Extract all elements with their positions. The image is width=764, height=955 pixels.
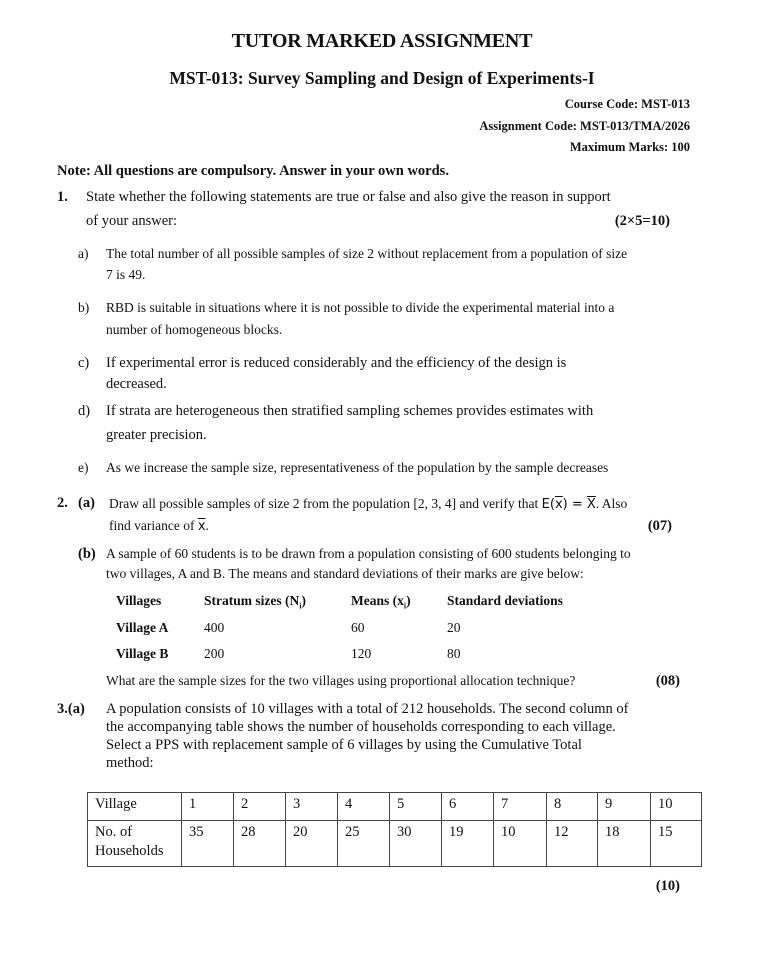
table-row-header: Village bbox=[88, 793, 182, 821]
strata-header-villages: Villages bbox=[116, 593, 162, 608]
item-a-line2: 7 is 49. bbox=[106, 267, 146, 282]
table-cell: 10 bbox=[651, 793, 702, 821]
assignment-code: Assignment Code: MST-013/TMA/2026 bbox=[479, 119, 690, 133]
question-1-marks: (2×5=10) bbox=[614, 213, 670, 229]
table-cell: 6 bbox=[442, 793, 494, 821]
question-2b-label: (b) bbox=[78, 546, 96, 562]
question-2a-text: Draw all possible samples of size 2 from the population [2, 3, 4] and verify that bbox=[109, 496, 542, 511]
question-3a-line2: the accompanying table shows the number of households corresponding to each village. bbox=[106, 719, 616, 735]
item-c-line1: If experimental error is reduced considerably and the efficiency of the design is bbox=[106, 355, 567, 371]
question-1-text-line1: State whether the following statements are true or false and also give the reason in support bbox=[86, 189, 611, 205]
table-cell: 28 bbox=[234, 821, 286, 867]
strata-cell: 20 bbox=[447, 620, 461, 635]
question-2a-marks: (07) bbox=[647, 518, 672, 534]
question-2b-line1: A sample of 60 students is to be drawn from a population consisting of 600 students belonging to bbox=[106, 546, 631, 561]
table-cell: 9 bbox=[598, 793, 651, 821]
strata-header-means bbox=[351, 593, 411, 611]
question-2a-line2 bbox=[109, 518, 209, 534]
strata-cell: 200 bbox=[204, 646, 225, 661]
table-row-header bbox=[88, 821, 182, 867]
item-d-label: d) bbox=[78, 403, 91, 419]
header-line: Households bbox=[95, 843, 164, 859]
item-a-line1: The total number of all possible samples of size 2 without replacement from a population of size bbox=[106, 246, 628, 261]
item-a-label: a) bbox=[78, 246, 89, 261]
question-2a-label: (a) bbox=[78, 495, 95, 511]
subscript: i bbox=[299, 601, 302, 611]
table-cell: 3 bbox=[286, 793, 338, 821]
question-3a-marks: (10) bbox=[655, 878, 680, 894]
strata-header-sizes bbox=[204, 593, 306, 611]
question-1-text-line2: of your answer: bbox=[86, 213, 178, 229]
table-cell: 15 bbox=[651, 821, 702, 867]
strata-cell: 400 bbox=[204, 620, 225, 635]
table-cell: 2 bbox=[234, 793, 286, 821]
item-e-label: e) bbox=[78, 460, 89, 475]
item-d-line2: greater precision. bbox=[106, 427, 207, 443]
question-1-number: 1. bbox=[57, 189, 68, 205]
question-2a-text2: find variance of bbox=[109, 518, 198, 533]
header-suffix: ) bbox=[301, 593, 306, 608]
question-3a-line4: method: bbox=[106, 755, 154, 771]
period: . bbox=[205, 518, 209, 533]
subscript: i bbox=[403, 601, 407, 611]
item-c-label: c) bbox=[78, 355, 90, 371]
strata-cell: 60 bbox=[351, 620, 365, 635]
item-b-line1: RBD is suitable in situations where it is not possible to divide the experimental material into a bbox=[106, 300, 615, 315]
question-2-number: 2. bbox=[57, 495, 68, 511]
table-cell: 4 bbox=[338, 793, 390, 821]
question-2b-line2: two villages, A and B. The means and standard deviations of their marks are give below: bbox=[106, 566, 584, 581]
question-2b-marks: (08) bbox=[655, 673, 680, 689]
question-3a-line1: A population consists of 10 villages with a total of 212 households. The second column of bbox=[106, 701, 629, 717]
table-cell: 8 bbox=[547, 793, 598, 821]
strata-cell: 120 bbox=[351, 646, 372, 661]
item-e-line1: As we increase the sample size, representativeness of the population by the sample decreases bbox=[106, 460, 609, 475]
course-title: MST-013: Survey Sampling and Design of Experiments-I bbox=[169, 68, 595, 88]
table-cell: 35 bbox=[182, 821, 234, 867]
course-code: Course Code: MST-013 bbox=[564, 97, 690, 111]
sample-mean-symbol: $\overline{x}$ bbox=[554, 497, 563, 512]
item-b-label: b) bbox=[78, 300, 90, 315]
item-c-line2: decreased. bbox=[106, 376, 167, 392]
table-cell: 20 bbox=[286, 821, 338, 867]
header-line: No. of bbox=[95, 824, 133, 840]
document-title: TUTOR MARKED ASSIGNMENT bbox=[231, 30, 533, 52]
table-cell: 12 bbox=[547, 821, 598, 867]
instructions-note: Note: All questions are compulsory. Answer in your own words. bbox=[57, 163, 449, 179]
sample-mean-symbol: $\overline{x}$ bbox=[197, 519, 206, 534]
item-d-line1: If strata are heterogeneous then stratified sampling schemes provides estimates with bbox=[106, 403, 594, 419]
header-text: Means (x bbox=[351, 593, 404, 608]
question-2a-line1 bbox=[109, 496, 627, 512]
header-text: Stratum sizes (N bbox=[204, 593, 300, 608]
equals-sign: ) = bbox=[562, 497, 587, 512]
expectation-formula bbox=[542, 497, 596, 512]
table-cell: 7 bbox=[494, 793, 547, 821]
expectation-operator: E( bbox=[541, 497, 555, 512]
question-2b-question: What are the sample sizes for the two villages using proportional allocation technique? bbox=[106, 673, 576, 688]
table-cell: 30 bbox=[390, 821, 442, 867]
table-row-village bbox=[88, 793, 702, 821]
strata-row-village-a: Village A bbox=[116, 620, 169, 635]
maximum-marks: Maximum Marks: 100 bbox=[569, 140, 690, 154]
strata-cell: 80 bbox=[447, 646, 461, 661]
table-cell: 25 bbox=[338, 821, 390, 867]
header-suffix: ) bbox=[406, 593, 411, 608]
table-cell: 1 bbox=[182, 793, 234, 821]
table-cell: 10 bbox=[494, 821, 547, 867]
question-3a-line3: Select a PPS with replacement sample of 6 villages by using the Cumulative Total bbox=[106, 737, 582, 753]
population-mean-symbol: $\overline{X}$ bbox=[586, 497, 596, 512]
strata-row-village-b: Village B bbox=[116, 646, 169, 661]
question-2a-text-end: . Also bbox=[595, 496, 628, 511]
item-b-line2: number of homogeneous blocks. bbox=[106, 322, 283, 337]
households-table bbox=[87, 792, 702, 867]
table-cell: 5 bbox=[390, 793, 442, 821]
table-cell: 19 bbox=[442, 821, 494, 867]
strata-header-sd: Standard deviations bbox=[447, 593, 563, 608]
question-3a-number: 3.(a) bbox=[57, 701, 85, 717]
table-row-households bbox=[88, 821, 702, 867]
table-cell: 18 bbox=[598, 821, 651, 867]
